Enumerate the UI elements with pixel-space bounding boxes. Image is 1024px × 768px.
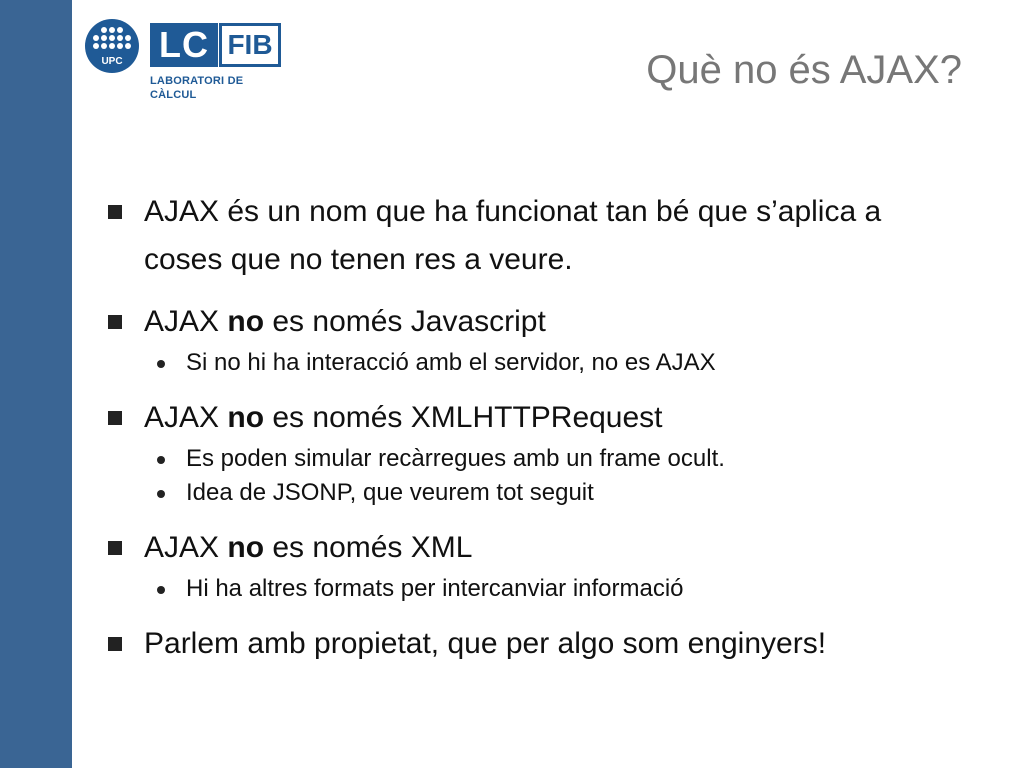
- bullet-item: [108, 620, 988, 668]
- sub-bullet-text: Si no hi ha interacció amb el servidor, no es AJAX: [186, 349, 716, 376]
- bullet-text-continued: coses que no tenen res a veure.: [144, 243, 573, 276]
- square-bullet-icon: [108, 315, 122, 329]
- bullet-item: [108, 188, 988, 284]
- bullet-text: es només Javascript: [264, 305, 546, 338]
- bullet-list: [108, 188, 988, 668]
- bullet-item: [108, 524, 988, 572]
- bullet-text: AJAX: [144, 401, 228, 434]
- sub-bullet-text: Idea de JSONP, que veurem tot seguit: [186, 479, 594, 506]
- round-bullet-icon: [157, 456, 165, 464]
- bullet-bold-text: no: [227, 401, 265, 434]
- round-bullet-icon: [157, 586, 165, 594]
- sub-bullet-item: [108, 346, 988, 380]
- bullet-item: [108, 394, 988, 442]
- left-sidebar-band: [0, 0, 72, 768]
- slide-title: Què no és AJAX?: [646, 48, 962, 92]
- sub-bullet-item: [108, 442, 988, 476]
- bullet-bold-text: no: [227, 305, 265, 338]
- sub-bullet-text: Hi ha altres formats per intercanviar informació: [186, 575, 684, 602]
- square-bullet-icon: [108, 205, 122, 219]
- square-bullet-icon: [108, 411, 122, 425]
- square-bullet-icon: [108, 541, 122, 555]
- bullet-text: AJAX: [144, 305, 228, 338]
- sub-bullet-item: [108, 572, 988, 606]
- bullet-item: [108, 298, 988, 346]
- bullet-text: Parlem amb propietat, que per algo som enginyers!: [144, 627, 827, 660]
- lc-logo-box: LC: [150, 23, 218, 67]
- bullet-bold-text: no: [227, 531, 265, 564]
- fib-logo-box: FIB: [219, 23, 281, 67]
- bullet-text: es només XMLHTTPRequest: [264, 401, 663, 434]
- upc-logo-text: UPC: [101, 56, 123, 67]
- upc-logo-icon: [84, 18, 140, 74]
- square-bullet-icon: [108, 637, 122, 651]
- sub-bullet-item: [108, 476, 988, 510]
- sub-bullet-text: Es poden simular recàrregues amb un frame ocult.: [186, 445, 725, 472]
- bullet-text: es només XML: [264, 531, 473, 564]
- round-bullet-icon: [157, 360, 165, 368]
- bullet-text: AJAX: [144, 531, 228, 564]
- bullet-text: AJAX és un nom que ha funcionat tan bé que s’aplica a: [144, 195, 882, 228]
- institution-logo: [84, 18, 284, 101]
- lab-name-text: LABORATORI DE CÀLCUL: [150, 75, 244, 101]
- round-bullet-icon: [157, 490, 165, 498]
